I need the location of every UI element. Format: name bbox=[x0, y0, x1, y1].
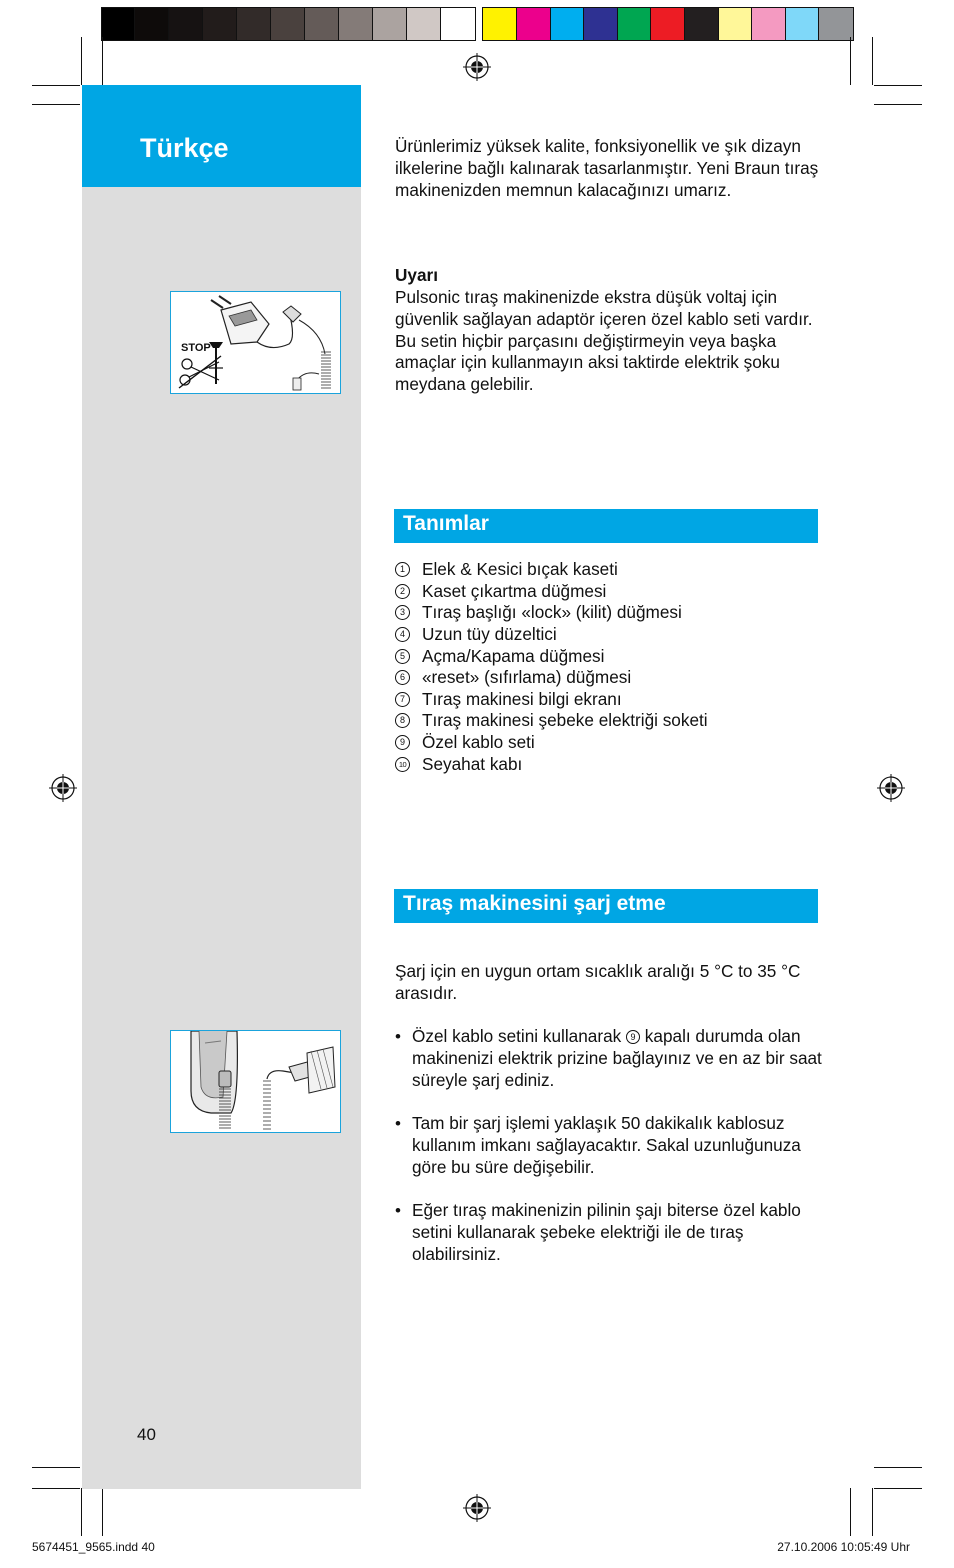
registration-mark-icon bbox=[463, 1494, 491, 1522]
gray-swatch bbox=[271, 8, 305, 40]
item-number: 8 bbox=[395, 713, 410, 728]
item-number: 2 bbox=[395, 584, 410, 599]
bullet-text-part: kapalı durumda olan makinenizi elektrik prizine bağlayınız ve en az bir saat süreyle şarj ediniz. bbox=[412, 1026, 822, 1090]
gray-swatch bbox=[407, 8, 441, 40]
charging-bullet-3 bbox=[395, 1200, 825, 1265]
page-title: Türkçe bbox=[140, 133, 229, 163]
descriptions-section-header bbox=[394, 509, 818, 543]
bullet-marker: • bbox=[395, 1201, 401, 1220]
footer-filename: 5674451_9565.indd 40 bbox=[32, 1540, 155, 1554]
bullet-text-part: Özel kablo setini kullanarak bbox=[412, 1026, 622, 1046]
item-number: 3 bbox=[395, 605, 410, 620]
list-item bbox=[395, 667, 708, 689]
item-label: Tıraş makinesi şebeke elektriği soketi bbox=[422, 710, 708, 731]
charging-bullet-2 bbox=[395, 1113, 825, 1178]
gray-swatch bbox=[203, 8, 237, 40]
item-number: 5 bbox=[395, 649, 410, 664]
registration-mark-icon bbox=[463, 53, 491, 81]
list-item bbox=[395, 732, 708, 754]
color-swatch bbox=[752, 8, 786, 40]
warning-heading: Uyarı bbox=[395, 265, 438, 285]
item-number: 4 bbox=[395, 627, 410, 642]
item-label: Elek & Kesici bıçak kaseti bbox=[422, 559, 618, 580]
list-item bbox=[395, 753, 708, 775]
item-label: Seyahat kabı bbox=[422, 753, 523, 774]
item-number: 7 bbox=[395, 692, 410, 707]
stop-label: STOP bbox=[181, 342, 211, 354]
color-swatch bbox=[584, 8, 618, 40]
charging-section-header bbox=[394, 889, 818, 923]
list-item bbox=[395, 645, 708, 667]
charging-bullet-1 bbox=[395, 1026, 825, 1091]
section-title: Tıraş makinesini şarj etme bbox=[403, 892, 666, 915]
list-item bbox=[395, 689, 708, 711]
intro-paragraph: Ürünlerimiz yüksek kalite, fonksiyonellik ve şık dizayn ilkelerine bağlı kalınarak tasarlanmıştır. Yeni Braun tıraş makinenizden memnun kalacağınızı umarız. bbox=[395, 136, 819, 200]
charging-intro: Şarj için en uygun ortam sıcaklık aralığı 5 °C to 35 °C arasıdır. bbox=[395, 961, 801, 1003]
list-item bbox=[395, 602, 708, 624]
gray-swatch bbox=[305, 8, 339, 40]
section-title: Tanımlar bbox=[403, 512, 489, 535]
page-number: 40 bbox=[137, 1425, 156, 1444]
gray-swatch bbox=[339, 8, 373, 40]
process-color-swatches bbox=[482, 7, 854, 41]
bullet-marker: • bbox=[395, 1114, 401, 1133]
gray-swatch bbox=[237, 8, 271, 40]
gray-swatch bbox=[169, 8, 203, 40]
color-swatch bbox=[685, 8, 719, 40]
warning-paragraph: Pulsonic tıraş makinenizde ekstra düşük voltaj için güvenlik sağlayan adaptör içeren özel kablo seti vardır. Bu setin hiçbir parçasını değiştirmeyin veya başka amaçlar için kullanmayın aksi taktirde elektrik şoku meydana gelebilir. bbox=[395, 287, 813, 395]
color-swatch bbox=[618, 8, 652, 40]
bullet-text bbox=[412, 1026, 825, 1091]
color-swatch bbox=[483, 8, 517, 40]
list-item bbox=[395, 559, 708, 581]
list-item bbox=[395, 624, 708, 646]
grayscale-swatches bbox=[101, 7, 476, 41]
item-label: Uzun tüy düzeltici bbox=[422, 624, 557, 645]
color-swatch bbox=[651, 8, 685, 40]
bullet-text: Tam bir şarj işlemi yaklaşık 50 dakikalık kablosuz kullanım imkanı sağlayacaktır. Sakal uzunluğunuza göre bu süre değişebilir. bbox=[412, 1113, 801, 1177]
descriptions-list bbox=[395, 559, 708, 775]
item-label: Tıraş makinesi bilgi ekranı bbox=[422, 688, 622, 709]
item-number: 10 bbox=[395, 757, 410, 772]
cable-adapter-icon bbox=[171, 292, 340, 393]
color-swatch bbox=[819, 8, 853, 40]
item-number: 6 bbox=[395, 670, 410, 685]
color-swatch bbox=[786, 8, 820, 40]
color-swatch bbox=[551, 8, 585, 40]
item-label: Kaset çıkartma düğmesi bbox=[422, 580, 607, 601]
item-number: 1 bbox=[395, 562, 410, 577]
item-number: 9 bbox=[395, 735, 410, 750]
gray-swatch bbox=[102, 8, 135, 40]
reference-number: 9 bbox=[626, 1030, 640, 1044]
list-item bbox=[395, 581, 708, 603]
registration-mark-icon bbox=[877, 774, 905, 802]
bullet-marker: • bbox=[395, 1027, 401, 1046]
gray-swatch bbox=[373, 8, 407, 40]
color-swatch bbox=[719, 8, 753, 40]
footer-timestamp: 27.10.2006 10:05:49 Uhr bbox=[777, 1540, 910, 1554]
charging-illustration bbox=[170, 1030, 341, 1133]
gray-swatch bbox=[441, 8, 475, 40]
color-calibration-bar bbox=[101, 7, 854, 41]
adapter-warning-illustration bbox=[170, 291, 341, 394]
item-label: «reset» (sıfırlama) düğmesi bbox=[422, 667, 632, 688]
bullet-text: Eğer tıraş makinenizin pilinin şajı biterse özel kablo setini kullanarak şebeke elektriği ile de tıraş olabilirsiniz. bbox=[412, 1200, 801, 1264]
item-label: Özel kablo seti bbox=[422, 732, 535, 753]
item-label: Tıraş başlığı «lock» (kilit) düğmesi bbox=[422, 602, 682, 623]
shaver-charging-icon bbox=[171, 1031, 340, 1132]
gray-swatch bbox=[135, 8, 169, 40]
item-label: Açma/Kapama düğmesi bbox=[422, 645, 605, 666]
color-swatch bbox=[517, 8, 551, 40]
registration-mark-icon bbox=[49, 774, 77, 802]
list-item bbox=[395, 710, 708, 732]
